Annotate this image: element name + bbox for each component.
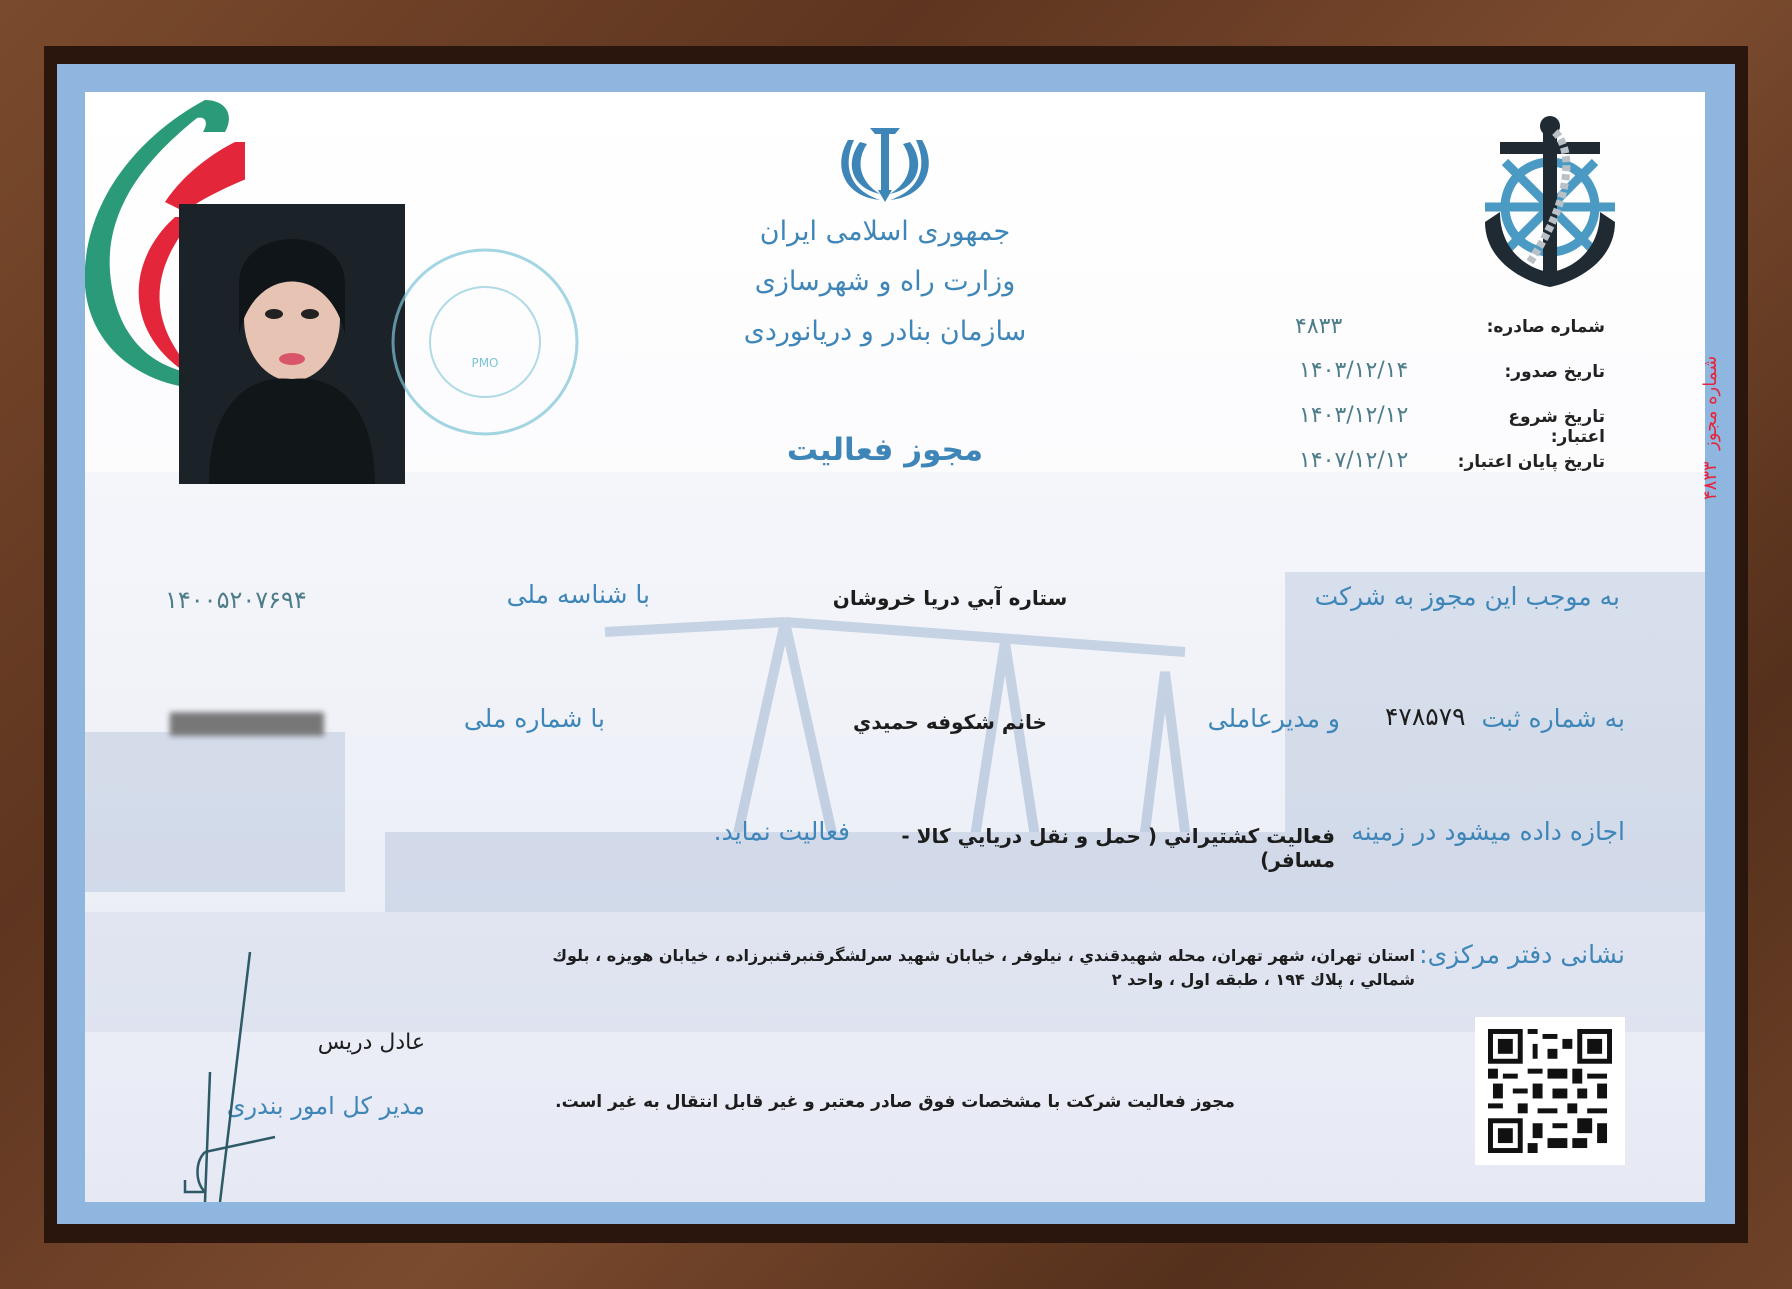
validity-end-label: تاریخ پایان اعتبار: bbox=[1457, 452, 1605, 472]
disclaimer-text: مجوز فعالیت شرکت با مشخصات فوق صادر معتبر و غیر قابل انتقال به غیر است. bbox=[555, 1092, 1235, 1112]
svg-text:PMO: PMO bbox=[471, 356, 499, 370]
issue-number-value: ۴۸۳۳ bbox=[1295, 314, 1343, 339]
issue-date-value: ۱۴۰۳/۱۲/۱۴ bbox=[1299, 358, 1409, 383]
side-number: ۴۸۳۳ bbox=[1700, 461, 1721, 500]
certificate-paper bbox=[85, 92, 1705, 1202]
validity-end-value: ۱۴۰۷/۱۲/۱۲ bbox=[1299, 448, 1409, 473]
company-name: ستاره آبي دريا خروشان bbox=[832, 586, 1068, 610]
ceo-national-number-redacted: ██████████ bbox=[170, 712, 324, 736]
validity-start-value: ۱۴۰۳/۱۲/۱۲ bbox=[1299, 403, 1409, 428]
signatory-title: مدیر کل امور بندری bbox=[226, 1092, 425, 1120]
validity-start-label: تاریخ شروع اعتبار: bbox=[1508, 407, 1605, 447]
qr-code[interactable] bbox=[1475, 1017, 1625, 1165]
permit-prefix: اجازه داده میشود در زمینه bbox=[1351, 817, 1625, 846]
official-seal-stamp bbox=[385, 242, 585, 442]
portrait-photo bbox=[179, 204, 405, 484]
address-line-2: شمالي ، پلاك ۱۹۴ ، طبقه اول ، واحد ۲ bbox=[1111, 970, 1415, 989]
document-title: مجوز فعالیت bbox=[786, 432, 984, 468]
permit-suffix: فعالیت نماید. bbox=[713, 817, 850, 846]
signature-scribble bbox=[165, 952, 285, 1202]
signatory-name: عادل دريس bbox=[317, 1030, 425, 1055]
ceo-name: خانم شکوفه حميدي bbox=[853, 710, 1047, 734]
national-id-label: با شناسه ملی bbox=[506, 580, 650, 609]
activity-description: فعاليت کشتيراني ( حمل و نقل دريايي کالا - مسافر) bbox=[901, 824, 1335, 872]
address-line-1: استان تهران، شهر تهران، محله شهيدقندي ، نيلوفر ، خيابان شهيد سرلشگرقنبرقنبرزاده ، خيابان هويزه ، بلوك bbox=[552, 946, 1415, 965]
registration-label: به شماره ثبت bbox=[1481, 704, 1625, 733]
anchor-wheel-logo bbox=[1475, 112, 1625, 287]
address-label: نشانی دفتر مرکزی: bbox=[1419, 940, 1625, 969]
national-id-value: ۱۴۰۰۵۲۰۷۶۹۴ bbox=[165, 586, 307, 614]
issue-date-label: تاریخ صدور: bbox=[1504, 362, 1605, 382]
country-name: جمهوری اسلامی ایران bbox=[759, 216, 1011, 247]
address-text bbox=[545, 944, 1415, 992]
ceo-national-number-label: با شماره ملی bbox=[463, 704, 605, 733]
side-label: شماره مجوز bbox=[1700, 355, 1721, 450]
iran-emblem-icon bbox=[840, 122, 930, 207]
organization-name: سازمان بنادر و دریانوردی bbox=[743, 316, 1027, 347]
side-handwritten-number bbox=[1700, 320, 1721, 500]
permit-intro-text: به موجب این مجوز به شرکت bbox=[1314, 582, 1620, 611]
issue-number-label: شماره صادره: bbox=[1486, 317, 1605, 337]
ceo-label: و مدیرعاملی bbox=[1207, 704, 1340, 733]
ministry-name: وزارت راه و شهرسازی bbox=[754, 266, 1016, 297]
registration-number: ۴۷۸۵۷۹ bbox=[1385, 702, 1466, 731]
